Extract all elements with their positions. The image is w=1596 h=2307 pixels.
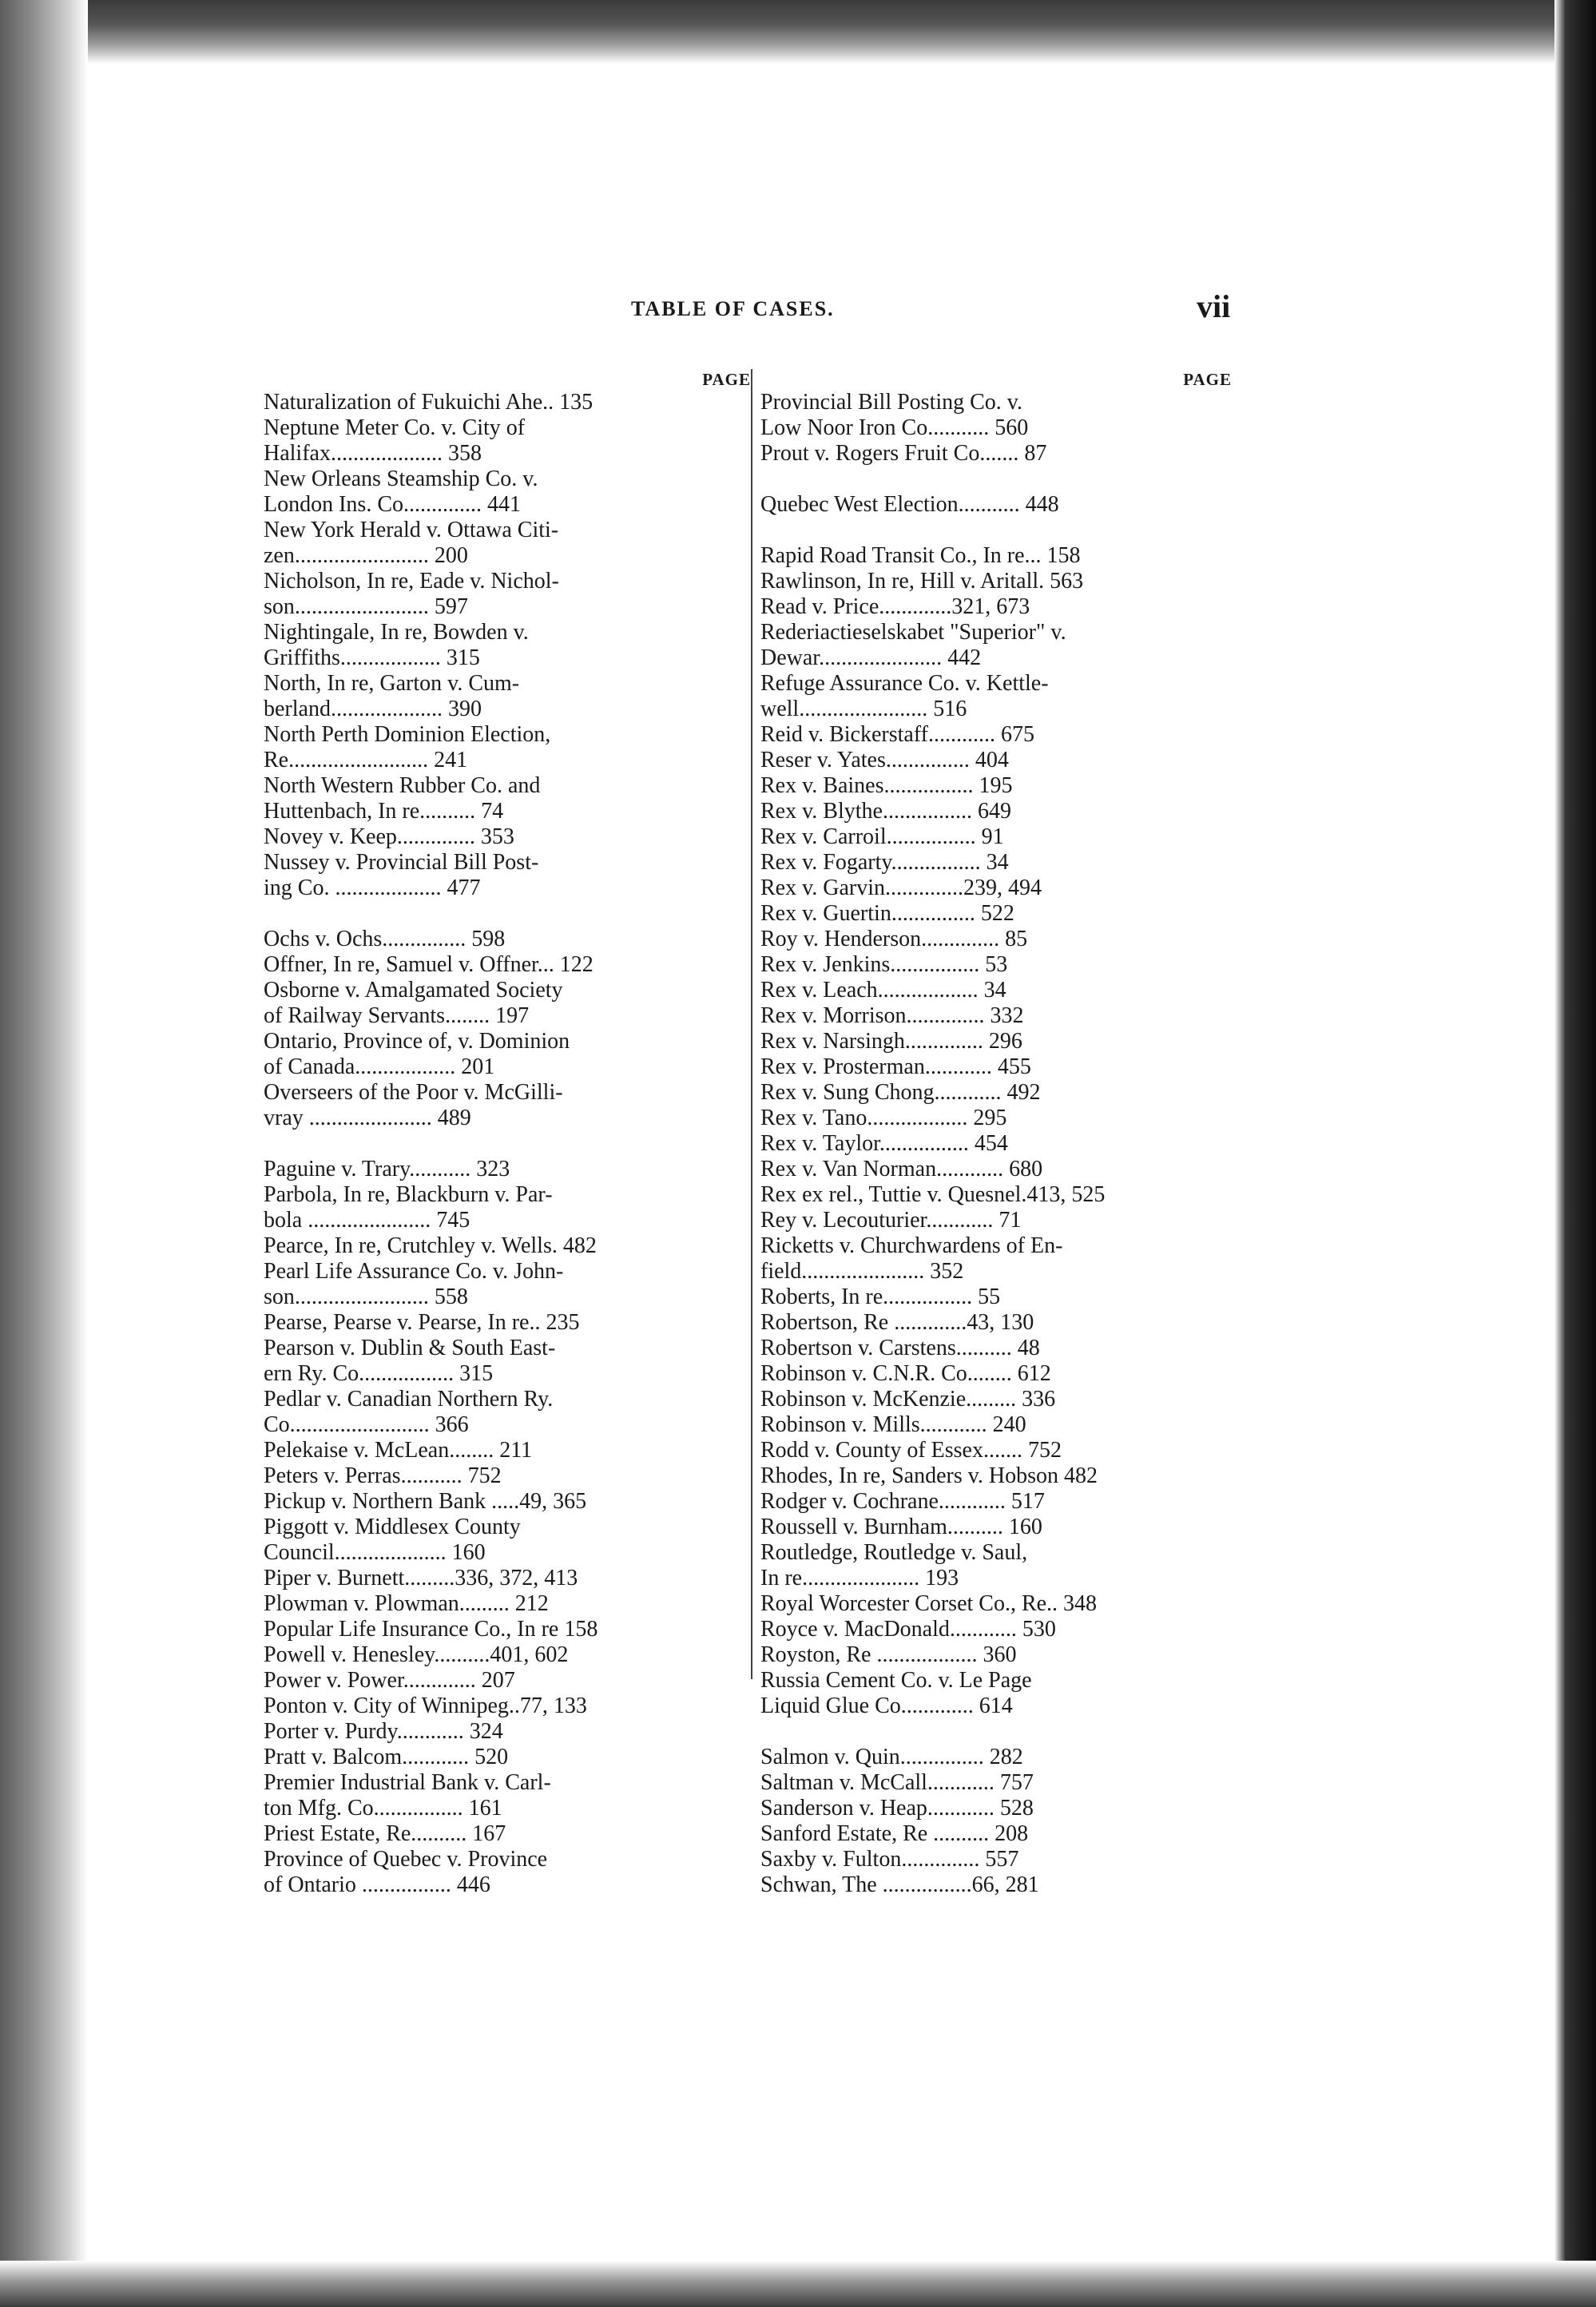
index-entry-line: of Railway Servants........ 197 xyxy=(264,1003,530,1028)
index-entry-line: Pearce, In re, Crutchley v. Wells. 482 xyxy=(264,1233,597,1258)
index-entry-line: Rex v. Garvin..............239, 494 xyxy=(760,876,1042,900)
index-entry-line: Low Noor Iron Co........... 560 xyxy=(760,415,1029,440)
entry-spacer xyxy=(760,467,1232,492)
index-entry-line: Nicholson, In re, Eade v. Nichol- xyxy=(264,569,559,594)
index-entry-line: Rex v. Baines................ 195 xyxy=(760,773,1013,798)
index-entry-line: Powell v. Henesley..........401, 602 xyxy=(264,1642,569,1667)
index-entry-line: Roberts, In re................ 55 xyxy=(760,1285,1001,1309)
index-entry-line: ing Co. ................... 477 xyxy=(264,876,481,900)
index-entry-line: Dewar...................... 442 xyxy=(760,645,982,670)
index-entry-line: Rex v. Prosterman............ 455 xyxy=(760,1054,1031,1079)
index-entry-line: Pickup v. Northern Bank .....49, 365 xyxy=(264,1489,587,1514)
scan-border-left xyxy=(0,0,88,2307)
index-entry-line: son........................ 558 xyxy=(264,1285,468,1309)
index-entry-line: Sanderson v. Heap............ 528 xyxy=(760,1796,1034,1821)
index-entry-line: New Orleans Steamship Co. v. xyxy=(264,467,538,491)
index-entry-line: Routledge, Routledge v. Saul, xyxy=(760,1540,1028,1565)
index-entry-line: berland.................... 390 xyxy=(264,697,482,721)
index-entry-line: Read v. Price.............321, 673 xyxy=(760,594,1030,619)
scan-border-bottom xyxy=(0,2261,1596,2307)
index-entry-line: Halifax.................... 358 xyxy=(264,441,482,466)
index-entry-line: ton Mfg. Co................ 161 xyxy=(264,1796,502,1821)
index-entry-line: New York Herald v. Ottawa Citi- xyxy=(264,518,559,542)
index-entry-line: Premier Industrial Bank v. Carl- xyxy=(264,1770,551,1795)
index-entry-line: Rex v. Leach.................. 34 xyxy=(760,978,1006,1003)
index-entry-line: Neptune Meter Co. v. City of xyxy=(264,415,526,440)
entry-spacer xyxy=(264,1131,751,1157)
left-index-column xyxy=(264,369,751,1898)
index-entry-line: Parbola, In re, Blackburn v. Par- xyxy=(264,1182,553,1207)
index-entry-line: Novey v. Keep.............. 353 xyxy=(264,824,514,849)
index-entry-line: Huttenbach, In re.......... 74 xyxy=(264,799,504,824)
index-entry-line: Sanford Estate, Re .......... 208 xyxy=(760,1821,1029,1846)
index-entry-line: Peters v. Perras........... 752 xyxy=(264,1463,502,1488)
index-entry-line: Rhodes, In re, Sanders v. Hobson 482 xyxy=(760,1463,1098,1488)
index-entry-line: Rex v. Narsingh.............. 296 xyxy=(760,1029,1022,1054)
index-entry-line: Rex v. Fogarty................ 34 xyxy=(760,850,1009,875)
index-entry-line: Russia Cement Co. v. Le Page xyxy=(760,1668,1032,1693)
index-entry-line: Reid v. Bickerstaff............ 675 xyxy=(760,722,1034,747)
index-entry-line: Rodger v. Cochrane............ 517 xyxy=(760,1489,1045,1514)
page-column-heading: PAGE xyxy=(702,370,751,389)
index-entry-line: Pearl Life Assurance Co. v. John- xyxy=(264,1259,564,1284)
index-entry-line: Co......................... 366 xyxy=(264,1412,469,1437)
page-header xyxy=(0,288,1596,328)
index-entry-line: London Ins. Co.............. 441 xyxy=(264,492,521,517)
right-index-column xyxy=(760,369,1232,1898)
index-entry-line: Re......................... 241 xyxy=(264,748,468,772)
index-entry-line: Rex v. Morrison.............. 332 xyxy=(760,1003,1024,1028)
index-entry-line: Plowman v. Plowman......... 212 xyxy=(264,1591,549,1616)
index-entry-line: Rex v. Carroil................ 91 xyxy=(760,824,1004,849)
index-entry-line: of Ontario ................ 446 xyxy=(264,1872,490,1897)
index-entry-line: Rex v. Sung Chong............ 492 xyxy=(760,1080,1041,1105)
index-entry-line: field...................... 352 xyxy=(760,1259,964,1284)
index-entry-line: Rey v. Lecouturier............ 71 xyxy=(760,1208,1022,1233)
entry-spacer xyxy=(760,1719,1232,1745)
index-entry-line: Rodd v. County of Essex....... 752 xyxy=(760,1438,1062,1463)
index-entry-line: Ricketts v. Churchwardens of En- xyxy=(760,1233,1063,1258)
scan-border-right xyxy=(1554,0,1596,2307)
index-entry-line: Osborne v. Amalgamated Society xyxy=(264,978,563,1003)
index-entry-line: Royal Worcester Corset Co., Re.. 348 xyxy=(760,1591,1098,1616)
page-number: vii xyxy=(1197,288,1231,324)
index-entry-line: North Perth Dominion Election, xyxy=(264,722,551,747)
index-entry-line: well....................... 516 xyxy=(760,697,967,721)
index-entry-line: of Canada.................. 201 xyxy=(264,1054,495,1079)
index-entry-line: Prout v. Rogers Fruit Co....... 87 xyxy=(760,441,1047,466)
index-entry-line: Roussell v. Burnham.......... 160 xyxy=(760,1515,1042,1539)
index-entry-line: Rapid Road Transit Co., In re... 158 xyxy=(760,543,1081,568)
index-entry-line: Rederiactieselskabet "Superior" v. xyxy=(760,620,1066,645)
index-entry-line: Robertson, Re .............43, 130 xyxy=(760,1310,1034,1335)
index-entry-line: Power v. Power............. 207 xyxy=(264,1668,515,1693)
index-entry-line: Rex v. Tano.................. 295 xyxy=(760,1106,1007,1130)
scan-border-top xyxy=(0,0,1596,64)
page-column-heading: PAGE xyxy=(1183,370,1232,389)
index-entry-line: Porter v. Purdy............ 324 xyxy=(264,1719,503,1744)
index-entry-line: Royce v. MacDonald............ 530 xyxy=(760,1617,1056,1642)
index-entry-line: Offner, In re, Samuel v. Offner... 122 xyxy=(264,952,594,977)
index-entry-line: Roy v. Henderson.............. 85 xyxy=(760,927,1028,951)
index-entry-line: Liquid Glue Co............. 614 xyxy=(760,1694,1013,1718)
index-entry-line: Rex v. Guertin............... 522 xyxy=(760,901,1014,926)
index-entry-line: Popular Life Insurance Co., In re 158 xyxy=(264,1617,598,1642)
running-title: TABLE OF CASES. xyxy=(631,297,835,320)
index-entry-line: Ponton v. City of Winnipeg..77, 133 xyxy=(264,1694,587,1718)
index-entry-line: Overseers of the Poor v. McGilli- xyxy=(264,1080,563,1105)
index-entry-line: Pratt v. Balcom............ 520 xyxy=(264,1745,509,1769)
index-entry-line: vray ...................... 489 xyxy=(264,1106,471,1130)
entry-spacer xyxy=(760,518,1232,543)
index-entry-line: Rawlinson, In re, Hill v. Aritall. 563 xyxy=(760,569,1084,594)
index-entry-line: Robinson v. Mills............ 240 xyxy=(760,1412,1026,1437)
index-entry-line: Naturalization of Fukuichi Ahe.. 135 xyxy=(264,390,594,415)
index-entry-line: Rex ex rel., Tuttie v. Quesnel.413, 525 xyxy=(760,1182,1106,1207)
index-entry-line: Rex v. Jenkins................ 53 xyxy=(760,952,1008,977)
index-entry-line: Ochs v. Ochs............... 598 xyxy=(264,927,506,951)
index-entry-line: Rex v. Blythe................ 649 xyxy=(760,799,1011,824)
index-entry-line: Nussey v. Provincial Bill Post- xyxy=(264,850,539,875)
index-entry-line: Piper v. Burnett.........336, 372, 413 xyxy=(264,1566,578,1590)
index-entry-line: Ontario, Province of, v. Dominion xyxy=(264,1029,570,1054)
index-entry-line: Piggott v. Middlesex County xyxy=(264,1515,521,1539)
index-entry-line: Council.................... 160 xyxy=(264,1540,486,1565)
index-entry-line: Pelekaise v. McLean........ 211 xyxy=(264,1438,533,1463)
index-entry-line: Salmon v. Quin............... 282 xyxy=(760,1745,1023,1769)
index-entry-line: Rex v. Taylor................ 454 xyxy=(760,1131,1008,1156)
index-entry-line: bola ...................... 745 xyxy=(264,1208,470,1233)
index-entry-line: son........................ 597 xyxy=(264,594,468,619)
index-entry-line: Saltman v. McCall............ 757 xyxy=(760,1770,1034,1795)
index-entry-line: ern Ry. Co................. 315 xyxy=(264,1361,494,1386)
entry-spacer xyxy=(264,901,751,927)
index-entry-line: Pedlar v. Canadian Northern Ry. xyxy=(264,1387,554,1412)
index-entry-line: In re..................... 193 xyxy=(760,1566,959,1590)
index-entry-line: Saxby v. Fulton.............. 557 xyxy=(760,1847,1019,1872)
index-entry-line: Provincial Bill Posting Co. v. xyxy=(760,390,1022,415)
index-entry-line: Refuge Assurance Co. v. Kettle- xyxy=(760,671,1049,696)
index-entry-line: Province of Quebec v. Province xyxy=(264,1847,548,1872)
index-entry-line: North, In re, Garton v. Cum- xyxy=(264,671,520,696)
index-entry-line: Robinson v. C.N.R. Co........ 612 xyxy=(760,1361,1051,1386)
index-entry-line: Quebec West Election........... 448 xyxy=(760,492,1059,517)
column-divider xyxy=(751,369,752,1679)
index-entry-line: Reser v. Yates............... 404 xyxy=(760,748,1009,772)
index-entry-line: Pearse, Pearse v. Pearse, In re.. 235 xyxy=(264,1310,580,1335)
index-entry-line: Priest Estate, Re.......... 167 xyxy=(264,1821,506,1846)
index-entry-line: Robinson v. McKenzie......... 336 xyxy=(760,1387,1056,1412)
index-entry-line: Royston, Re .................. 360 xyxy=(760,1642,1017,1667)
index-entry-line: Pearson v. Dublin & South East- xyxy=(264,1336,556,1360)
index-entry-line: zen........................ 200 xyxy=(264,543,468,568)
index-entry-line: North Western Rubber Co. and xyxy=(264,773,541,798)
index-entry-line: Rex v. Van Norman............ 680 xyxy=(760,1157,1043,1181)
index-entry-line: Robertson v. Carstens.......... 48 xyxy=(760,1336,1040,1360)
index-entry-line: Nightingale, In re, Bowden v. xyxy=(264,620,529,645)
index-entry-line: Paguine v. Trary........... 323 xyxy=(264,1157,510,1181)
index-entry-line: Griffiths.................. 315 xyxy=(264,645,480,670)
index-entry-line: Schwan, The ................66, 281 xyxy=(760,1872,1039,1897)
